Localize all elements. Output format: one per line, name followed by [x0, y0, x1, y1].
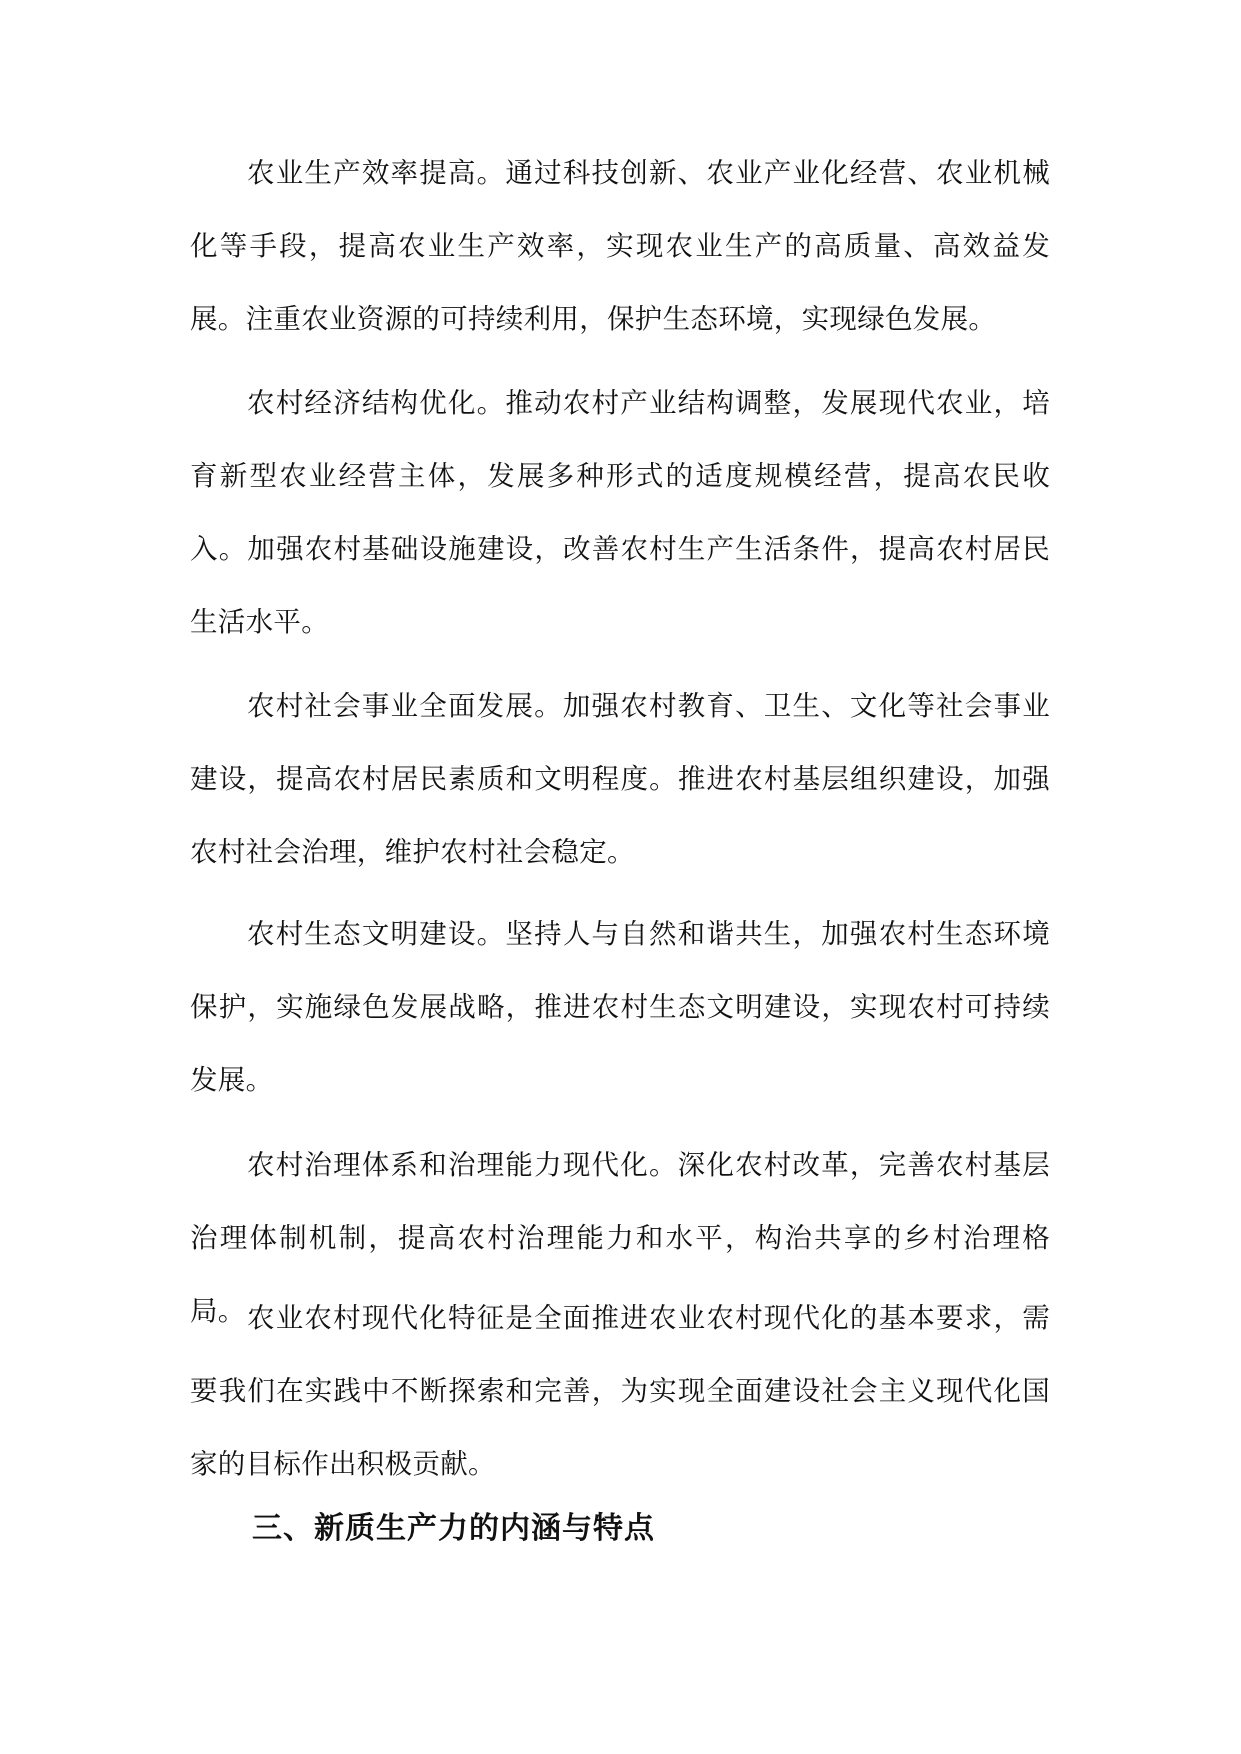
section-heading: 三、新质生产力的内涵与特点 [252, 1511, 655, 1546]
paragraph-rural-economy: 农村经济结构优化。推动农村产业结构调整，发展现代农业，培育新型农业经营主体，发展多种形式的适度规模经营，提高农民收入。加强农村基础设施建设，改善农村生产生活条件，提高农村居民生活水平。 [190, 387, 1050, 638]
paragraph-modernization-summary: 农业农村现代化特征是全面推进农业农村现代化的基本要求，需要我们在实践中不断探索和完善，为实现全面建设社会主义现代化国家的目标作出积极贡献。 [190, 1302, 1050, 1480]
paragraph-rural-governance: 农村治理体系和治理能力现代化。深化农村改革，完善农村基层治理体制机制，提高农村治理能力和水平，构治共享的乡村治理格局。 [190, 1149, 1050, 1327]
paragraph-rural-social-development: 农村社会事业全面发展。加强农村教育、卫生、文化等社会事业建设，提高农村居民素质和文明程度。推进农村基层组织建设，加强农村社会治理，维护农村社会稳定。 [190, 690, 1050, 868]
paragraph-agricultural-efficiency: 农业生产效率提高。通过科技创新、农业产业化经营、农业机械化等手段，提高农业生产效率，实现农业生产的高质量、高效益发展。注重农业资源的可持续利用，保护生态环境，实现绿色发展。 [190, 157, 1050, 335]
paragraph-rural-ecology: 农村生态文明建设。坚持人与自然和谐共生，加强农村生态环境保护，实施绿色发展战略，推进农村生态文明建设，实现农村可持续发展。 [190, 918, 1050, 1096]
